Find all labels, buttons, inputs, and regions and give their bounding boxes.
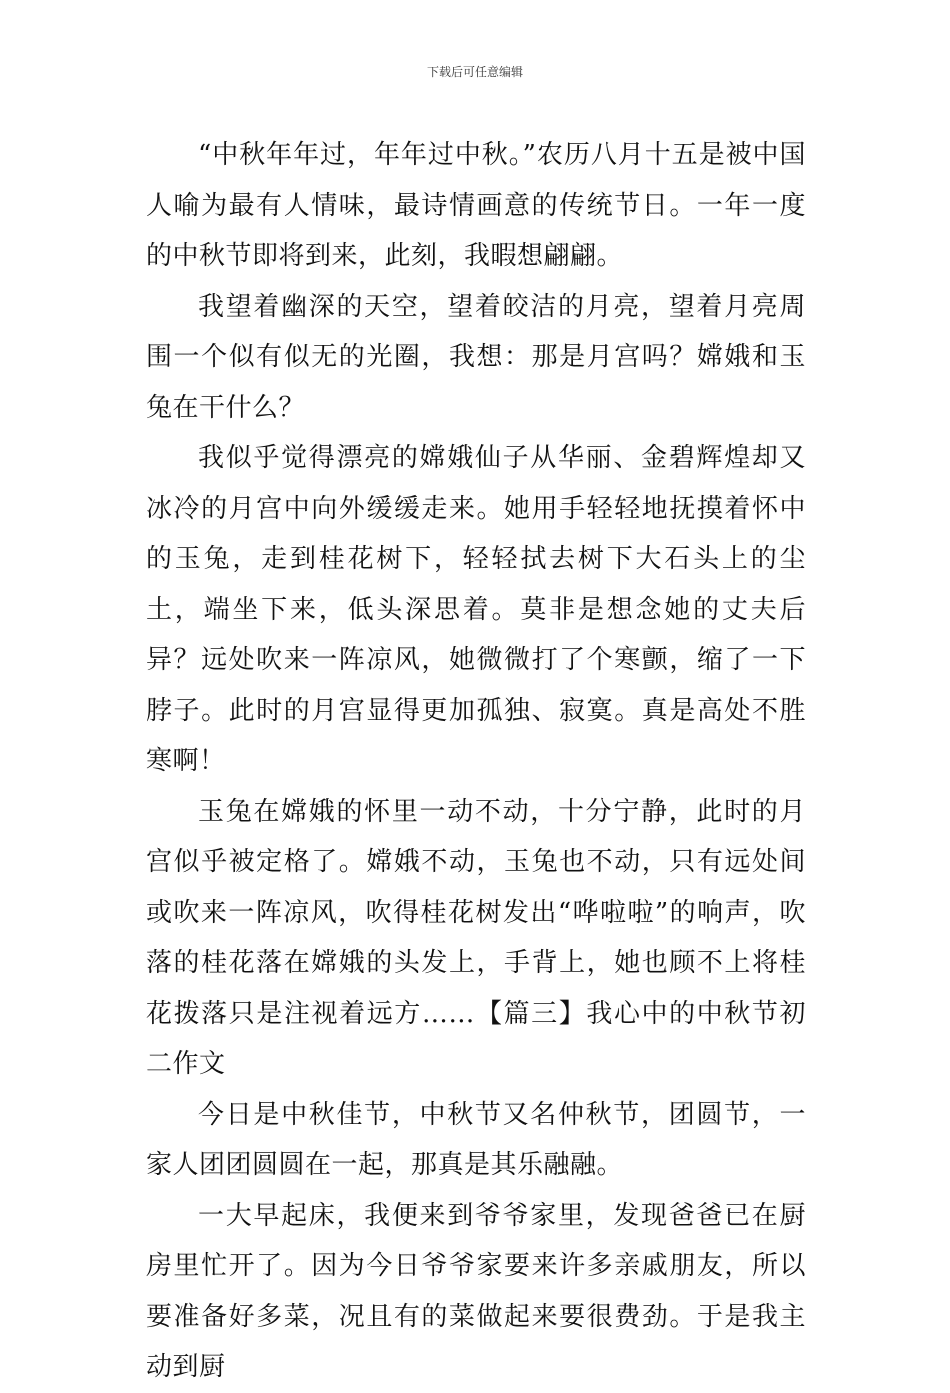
paragraph-6: 一大早起床，我便来到爷爷家里，发现爸爸已在厨房里忙开了。因为今日爷爷家要来许多亲戚朋友，所以要准备好多菜，况且有的菜做起来要很费劲。于是我主动到厨 bbox=[146, 1200, 806, 1382]
paragraph-4: 玉兔在嫦娥的怀里一动不动，十分宁静，此时的月宫似乎被定格了。嫦娥不动，玉兔也不动，只有远处间或吹来一阵凉风，吹得桂花树发出“哗啦啦”的响声，吹落的桂花落在嫦娥的头发上，手背上，她也顾不上将桂花拨落只是注视着远方……【篇三】我心中的中秋节初二作文 bbox=[146, 796, 806, 1079]
paragraph-3: 我似乎觉得漂亮的嫦娥仙子从华丽、金碧辉煌却又冰冷的月宫中向外缓缓走来。她用手轻轻地抚摸着怀中的玉兔，走到桂花树下，轻轻拭去树下大石头上的尘土，端坐下来，低头深思着。莫非是想念她的丈夫后异？远处吹来一阵凉风，她微微打了个寒颤，缩了一下脖子。此时的月宫显得更加孤独、寂寞。真是高处不胜寒啊！ bbox=[146, 443, 806, 776]
document-body bbox=[146, 130, 806, 1393]
paragraph-2: 我望着幽深的天空，望着皎洁的月亮，望着月亮周围一个似有似无的光圈，我想：那是月宫吗？嫦娥和玉兔在干什么？ bbox=[146, 291, 806, 423]
paragraph-1: “中秋年年过，年年过中秋。”农历八月十五是被中国人喻为最有人情味，最诗情画意的传统节日。一年一度的中秋节即将到来，此刻，我暇想翩翩。 bbox=[146, 140, 806, 271]
paragraph-5: 今日是中秋佳节，中秋节又名仲秋节，团圆节，一家人团团圆圆在一起，那真是其乐融融。 bbox=[146, 1099, 806, 1180]
page-header-note: 下载后可任意编辑 bbox=[426, 65, 523, 79]
